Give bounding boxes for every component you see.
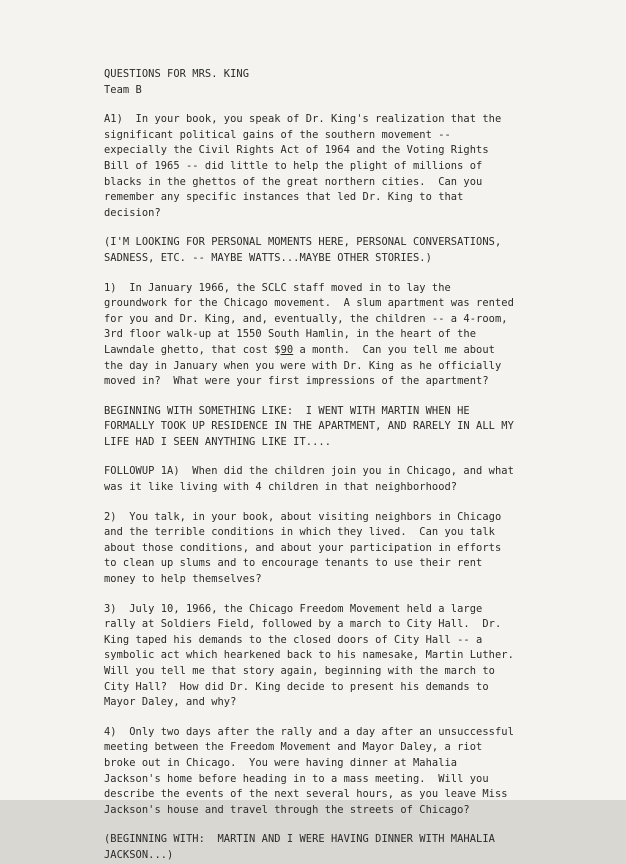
text-line: symbolic act which hearkened back to his namesake, Martin Luther. (104, 649, 514, 662)
spacer (104, 267, 606, 281)
text-line: Lawndale ghetto, that cost $90 a month. Can you tell me about (104, 343, 495, 356)
interviewer-note (104, 404, 606, 451)
text-line: (I'M LOOKING FOR PERSONAL MOMENTS HERE, PERSONAL CONVERSATIONS, (104, 236, 502, 249)
question-list (104, 112, 606, 863)
question-paragraph (104, 602, 606, 711)
spacer (104, 588, 606, 602)
text-line: King taped his demands to the closed doors of City Hall -- a (104, 633, 483, 646)
question-paragraph (104, 510, 606, 588)
question-paragraph (104, 112, 606, 221)
text-line: about those conditions, and about your participation in efforts (104, 541, 502, 554)
text-line: to clean up slums and to encourage tenants to use their rent (104, 557, 483, 570)
text-line: BEGINNING WITH SOMETHING LIKE: I WENT WITH MARTIN WHEN HE (104, 404, 470, 417)
text-line: meeting between the Freedom Movement and Mayor Daley, a riot (104, 741, 483, 754)
text-line: SADNESS, ETC. -- MAYBE WATTS...MAYBE OTHER STORIES.) (104, 251, 432, 264)
text-line: Jackson's home before heading in to a mass meeting. Will you (104, 772, 489, 785)
spacer (104, 450, 606, 464)
question-paragraph (104, 464, 606, 495)
question-paragraph (104, 281, 606, 390)
text-line: Bill of 1965 -- did little to help the plight of millions of (104, 159, 483, 172)
interviewer-note (104, 235, 606, 266)
text-line: blacks in the ghettos of the great northern cities. Can you (104, 175, 483, 188)
text-line: broke out in Chicago. You were having dinner at Mahalia (104, 756, 458, 769)
text-line: Mayor Daley, and why? (104, 696, 237, 709)
text-line: groundwork for the Chicago movement. A slum apartment was rented (104, 297, 514, 310)
text-line: money to help themselves? (104, 573, 262, 586)
document-title: QUESTIONS FOR MRS. KING (104, 68, 250, 80)
spacer (104, 221, 606, 235)
underlined-amount: 90 (280, 343, 294, 356)
text-line: Jackson's house and travel through the streets of Chicago? (104, 803, 470, 816)
text-line: decision? (104, 206, 161, 219)
text-line: JACKSON...) (104, 848, 174, 861)
text-line: expecially the Civil Rights Act of 1964 and the Voting Rights (104, 144, 489, 157)
text-line: FOLLOWUP 1A) When did the children join you in Chicago, and what (104, 465, 514, 478)
team-label: Team B (104, 83, 142, 96)
text-line: (BEGINNING WITH: MARTIN AND I WERE HAVING DINNER WITH MAHALIA (104, 833, 495, 846)
text-line: 3) July 10, 1966, the Chicago Freedom Movement held a large (104, 602, 483, 615)
spacer (104, 496, 606, 510)
text-line: 3rd floor walk-up at 1550 South Hamlin, in the heart of the (104, 328, 477, 341)
text-line: moved in? What were your first impressions of the apartment? (104, 375, 489, 388)
text-line: City Hall? How did Dr. King decide to present his demands to (104, 680, 489, 693)
question-paragraph (104, 725, 606, 819)
spacer (104, 98, 606, 112)
text-line: Will you tell me that story again, beginning with the march to (104, 665, 495, 677)
text-line: was it like living with 4 children in that neighborhood? (104, 481, 458, 494)
text-line: and the terrible conditions in which they lived. Can you talk (104, 526, 495, 539)
text-line: 2) You talk, in your book, about visiting neighbors in Chicago (104, 510, 502, 523)
text-line: the day in January when you were with Dr. King as he officially (104, 359, 502, 372)
text-line: FORMALLY TOOK UP RESIDENCE IN THE APARTMENT, AND RARELY IN ALL MY (104, 420, 514, 433)
text-line: rally at Soldiers Field, followed by a march to City Hall. Dr. (104, 618, 502, 631)
spacer (104, 711, 606, 725)
interviewer-note (104, 832, 606, 863)
text-line: remember any specific instances that led Dr. King to that (104, 191, 464, 204)
text-line: 4) Only two days after the rally and a day after an unsuccessful (104, 725, 514, 738)
spacer (104, 818, 606, 832)
text-line: LIFE HAD I SEEN ANYTHING LIKE IT.... (104, 435, 332, 448)
text-line: for you and Dr. King, and, eventually, the children -- a 4-room, (104, 312, 508, 325)
text-line: significant political gains of the southern movement -- (104, 128, 451, 141)
text-line: describe the events of the next several hours, as you leave Miss (104, 788, 508, 801)
text-line: 1) In January 1966, the SCLC staff moved in to lay the (104, 281, 451, 294)
spacer (104, 390, 606, 404)
text-line: A1) In your book, you speak of Dr. King's realization that the (104, 113, 502, 126)
